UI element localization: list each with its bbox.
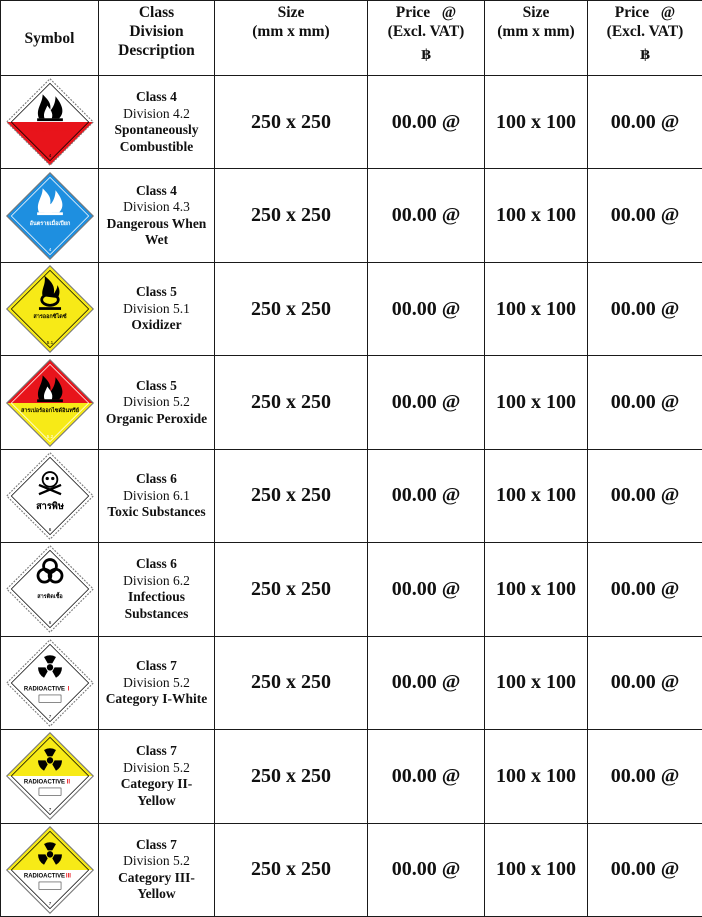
hazard-symbol-cell [1,76,99,169]
class-text: Class 4 [136,182,177,198]
label-text: RADIOACTIVE [23,779,65,786]
hazard-label-icon [4,637,96,729]
class-number: 4 [48,153,51,159]
table-row [1,823,702,917]
price-large-cell: 00.00 @ [368,543,485,636]
price-small-cell: 00.00 @ [588,356,702,449]
price-large-cell: 00.00 @ [368,823,485,917]
label-text: RADIOACTIVE [23,686,65,693]
header-price-label: Price @ [614,4,676,21]
price-large-cell: 00.00 @ [368,636,485,729]
description-text: Infectious Substances [124,589,189,621]
table-row [1,543,702,636]
price-large-cell: 00.00 @ [368,356,485,449]
header-class-description [99,1,215,76]
header-price-large [368,1,485,76]
header-description-line: Description [118,42,195,59]
size-large-cell: 250 x 250 [215,76,368,169]
label-text: สารพิษ [35,500,64,512]
table-row [1,76,702,169]
header-baht-symbol: ฿ [640,48,650,63]
table-row [1,730,702,823]
hazard-label-icon [4,730,96,822]
hazard-symbol-cell [1,449,99,542]
label-text: RADIOACTIVE [23,873,65,880]
label-text: สารออกซิไดซ์ [32,314,67,321]
class-number: 6 [48,620,51,626]
hazard-symbol-cell [1,636,99,729]
price-small-cell: 00.00 @ [588,76,702,169]
header-division-line: Division [129,23,184,40]
header-size-label: Size [522,4,550,21]
size-small-cell: 100 x 100 [485,169,588,262]
table-row [1,636,702,729]
hazard-symbol-cell [1,543,99,636]
size-small-cell: 100 x 100 [485,636,588,729]
class-text: Class 6 [136,556,177,572]
size-large-cell: 250 x 250 [215,636,368,729]
division-text: Division 5.2 [123,394,190,410]
header-size-unit: (mm x mm) [497,23,575,40]
header-size-unit: (mm x mm) [252,23,330,40]
hazard-label-icon [4,263,96,355]
header-price-small [588,1,702,76]
table-row [1,356,702,449]
price-large-cell: 00.00 @ [368,449,485,542]
description-text: Category III-Yellow [118,869,195,902]
hazard-label-icon [4,76,96,168]
class-text: Class 5 [136,284,177,300]
price-small-cell: 00.00 @ [588,449,702,542]
class-number: 7 [48,713,51,719]
hazard-label-icon [4,543,96,635]
header-price-vat: (Excl. VAT) [387,23,465,40]
price-large-cell: 00.00 @ [368,730,485,823]
class-description-cell [99,730,215,823]
description-text: Category I-White [105,691,208,707]
header-symbol-label: Symbol [24,29,75,47]
division-text: Division 5.2 [123,759,190,775]
hazard-symbol-cell [1,730,99,823]
class-number: 5.1 [46,340,53,346]
size-large-cell: 250 x 250 [215,543,368,636]
class-text: Class 7 [136,836,177,852]
class-number: 6 [48,526,51,532]
price-large-cell: 00.00 @ [368,76,485,169]
class-text: Class 4 [136,89,177,105]
header-baht-symbol: ฿ [421,48,431,63]
size-small-cell: 100 x 100 [485,76,588,169]
class-description-cell [99,169,215,262]
size-small-cell: 100 x 100 [485,262,588,355]
description-text: Toxic Substances [107,504,206,520]
class-text: Class 7 [136,658,177,674]
table-row [1,262,702,355]
class-text: Class 5 [136,377,177,393]
table-body [1,76,702,917]
class-text: Class 7 [136,743,177,759]
division-text: Division 5.1 [123,300,190,316]
size-large-cell: 250 x 250 [215,169,368,262]
table-row [1,449,702,542]
division-text: Division 4.2 [123,105,190,121]
description-text: Organic Peroxide [105,410,208,426]
size-large-cell: 250 x 250 [215,730,368,823]
hazard-symbol-cell [1,823,99,917]
class-description-cell [99,823,215,917]
class-number: 7 [48,900,51,906]
price-large-cell: 00.00 @ [368,262,485,355]
class-number: 4 [48,246,51,252]
division-text: Division 4.3 [123,199,190,215]
size-small-cell: 100 x 100 [485,356,588,449]
description-text: Category II-Yellow [120,776,193,808]
class-description-cell [99,356,215,449]
header-price-label: Price @ [395,4,457,21]
category-bars: II [66,779,70,786]
header-size-small [485,1,588,76]
category-bars: I [67,686,69,693]
price-small-cell: 00.00 @ [588,543,702,636]
division-text: Division 6.1 [123,487,190,503]
description-text: Dangerous When Wet [106,215,207,248]
header-price-vat: (Excl. VAT) [606,23,684,40]
class-description-cell [99,543,215,636]
header-size-label: Size [277,4,305,21]
header-symbol [1,1,99,76]
class-text: Class 6 [136,471,177,487]
size-large-cell: 250 x 250 [215,356,368,449]
price-small-cell: 00.00 @ [588,823,702,917]
division-text: Division 5.2 [123,674,190,690]
class-number: 5.2 [46,433,53,439]
label-text: อันตรายเมื่อเปียก [29,220,70,227]
hazard-symbol-cell [1,262,99,355]
size-large-cell: 250 x 250 [215,262,368,355]
hazard-symbol-cell [1,169,99,262]
class-description-cell [99,636,215,729]
size-small-cell: 100 x 100 [485,730,588,823]
size-large-cell: 250 x 250 [215,449,368,542]
header-row [1,1,702,76]
label-text: วัตถุที่ลุกไหม้ได้เอง [27,127,72,134]
description-text: Spontaneously Combustible [114,122,199,154]
class-number: 7 [48,807,51,813]
category-bars: III [65,873,71,880]
hazard-label-icon [4,357,96,449]
header-class-line: Class [138,4,175,21]
description-text: Oxidizer [131,317,182,333]
division-text: Division 5.2 [123,853,190,869]
size-small-cell: 100 x 100 [485,823,588,917]
label-text: สารเปอร์ออกไซด์อินทรีย์ [20,407,79,414]
class-description-cell [99,76,215,169]
hazard-label-icon [4,824,96,916]
price-small-cell: 00.00 @ [588,730,702,823]
label-text: สารติดเชื้อ [36,594,63,601]
price-large-cell: 00.00 @ [368,169,485,262]
division-text: Division 6.2 [123,572,190,588]
size-large-cell: 250 x 250 [215,823,368,917]
size-small-cell: 100 x 100 [485,543,588,636]
price-small-cell: 00.00 @ [588,262,702,355]
hazard-symbol-cell [1,356,99,449]
hazard-label-icon [4,450,96,542]
header-size-large [215,1,368,76]
price-small-cell: 00.00 @ [588,169,702,262]
price-small-cell: 00.00 @ [588,636,702,729]
size-small-cell: 100 x 100 [485,449,588,542]
class-description-cell [99,449,215,542]
table-row [1,169,702,262]
class-description-cell [99,262,215,355]
hazard-label-icon [4,170,96,262]
